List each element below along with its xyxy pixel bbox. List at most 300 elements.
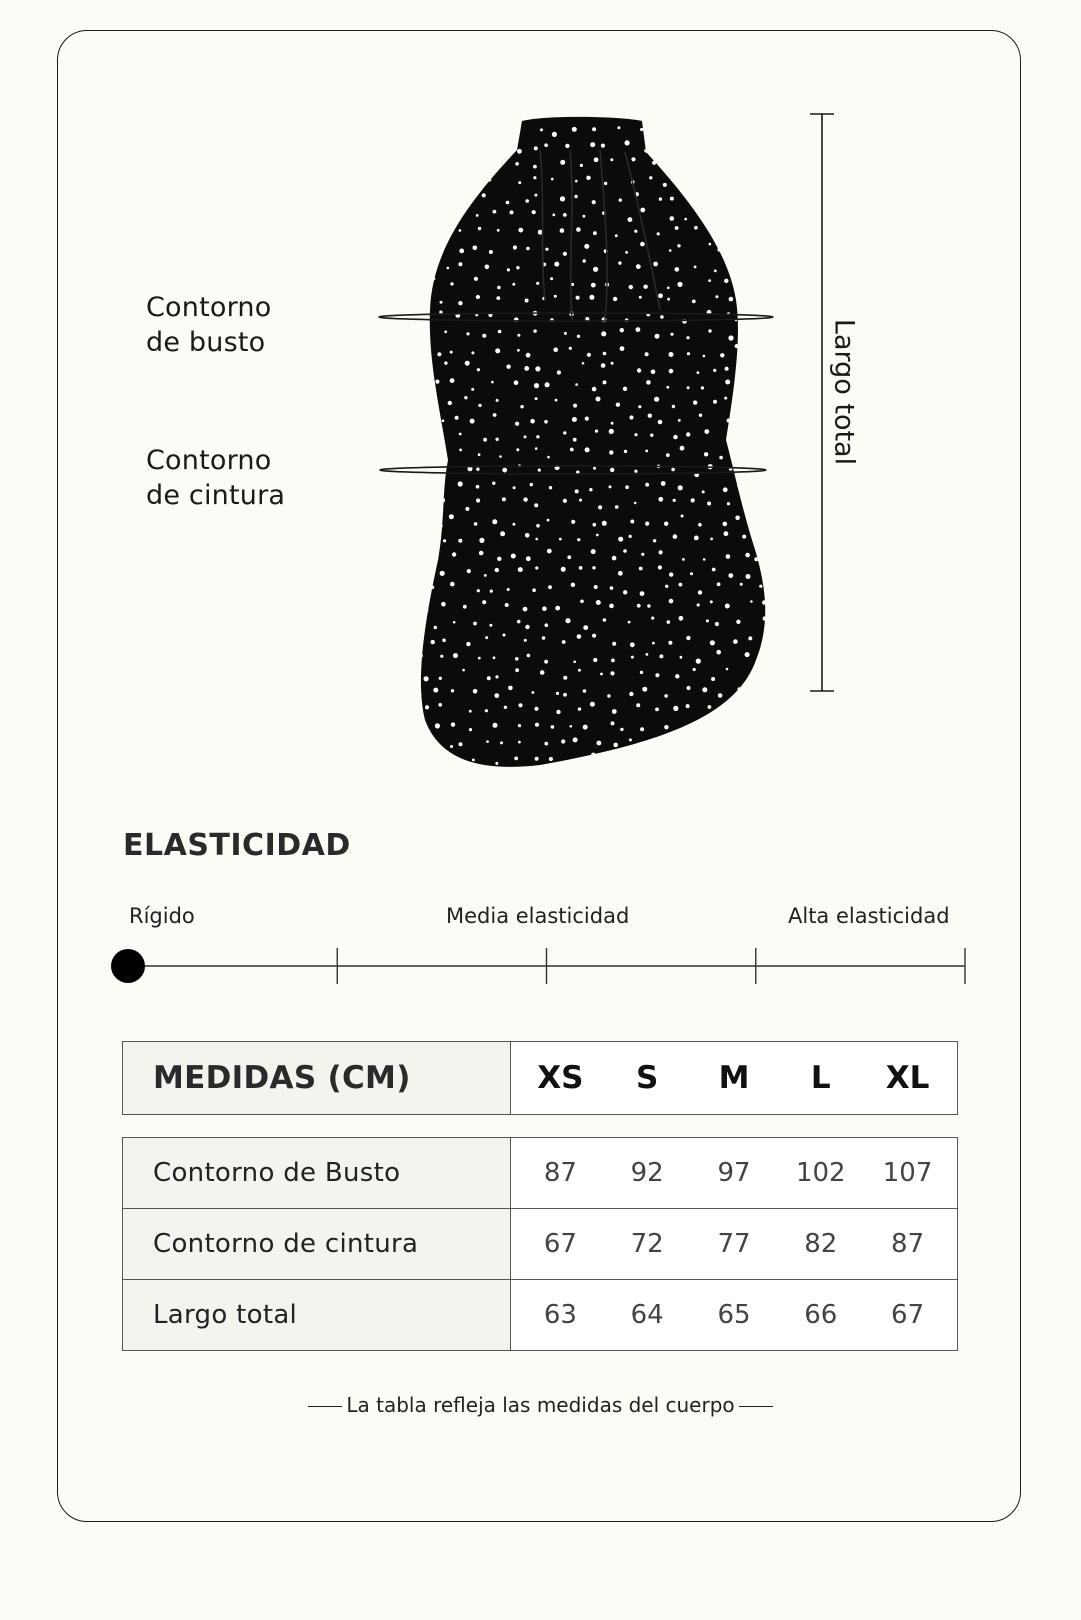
polka-dot: [564, 332, 567, 335]
polka-dot: [511, 554, 516, 559]
polka-dot: [422, 565, 426, 569]
polka-dot: [713, 369, 716, 372]
polka-dot: [422, 250, 427, 255]
polka-dot: [563, 676, 567, 680]
polka-dot: [783, 346, 788, 351]
polka-dot: [677, 163, 681, 167]
polka-dot: [724, 279, 728, 283]
polka-dot: [575, 489, 579, 493]
polka-dot: [525, 199, 529, 203]
polka-dot: [415, 277, 419, 281]
table-row: [123, 1280, 958, 1351]
polka-dot: [678, 485, 683, 490]
polka-dot: [775, 752, 779, 756]
polka-dot: [448, 401, 452, 405]
polka-dot: [615, 505, 619, 509]
polka-dot: [451, 689, 454, 692]
polka-dot: [762, 397, 767, 402]
header-sizes-cell: [511, 1042, 958, 1115]
polka-dot: [478, 453, 481, 456]
footnote-dash-right: [739, 1406, 773, 1407]
polka-dot: [729, 777, 734, 782]
polka-dot: [620, 346, 625, 351]
polka-dot: [733, 639, 738, 644]
polka-dot: [742, 450, 746, 454]
polka-dot: [576, 227, 581, 232]
polka-dot: [687, 352, 690, 355]
polka-dot: [680, 446, 685, 451]
polka-dot: [583, 625, 588, 630]
polka-dot: [425, 129, 428, 132]
table-cell: 64: [630, 1300, 664, 1330]
polka-dot: [652, 642, 655, 645]
polka-dot: [774, 658, 778, 662]
polka-dot: [724, 531, 729, 536]
polka-dot: [729, 297, 734, 302]
polka-dot: [628, 217, 633, 222]
polka-dot: [786, 641, 790, 645]
polka-dot: [550, 277, 553, 280]
polka-dot: [471, 351, 474, 354]
polka-dot: [492, 519, 497, 524]
polka-dot: [781, 601, 785, 605]
polka-dot: [659, 654, 663, 658]
polka-dot: [542, 606, 547, 611]
polka-dot: [542, 772, 545, 775]
polka-dot: [603, 352, 607, 356]
polka-dot: [761, 233, 765, 237]
polka-dot: [666, 386, 669, 389]
polka-dot: [653, 539, 656, 542]
polka-dot: [491, 381, 494, 384]
polka-dot: [660, 315, 664, 319]
polka-dot: [604, 182, 607, 185]
polka-dot: [417, 727, 421, 731]
polka-dot: [560, 160, 565, 165]
footnote: [0, 1393, 1081, 1417]
polka-dot: [495, 762, 498, 765]
polka-dot: [561, 739, 565, 743]
polka-dot: [691, 498, 695, 502]
polka-dot: [655, 673, 659, 677]
polka-dot: [649, 778, 652, 781]
polka-dot: [562, 640, 566, 644]
polka-dot: [717, 248, 721, 252]
polka-dot: [444, 230, 449, 235]
polka-dot: [505, 603, 509, 607]
polka-dot: [593, 658, 597, 662]
polka-dot: [583, 725, 588, 730]
polka-dot: [515, 657, 519, 661]
polka-dot: [574, 195, 577, 198]
polka-dot: [673, 499, 676, 502]
polka-dot: [787, 531, 791, 535]
polka-dot: [664, 522, 668, 526]
polka-dot: [791, 702, 794, 705]
polka-dot: [478, 159, 481, 162]
polka-dot: [573, 661, 576, 664]
polka-dot: [443, 539, 446, 542]
polka-dot: [686, 336, 689, 339]
polka-dot: [425, 396, 428, 399]
table-cell: 77: [717, 1229, 751, 1259]
polka-dot: [720, 353, 724, 357]
polka-dot: [665, 585, 668, 588]
polka-dot: [535, 447, 538, 450]
polka-dot: [703, 558, 706, 561]
polka-dot: [540, 670, 545, 675]
polka-dot: [518, 567, 523, 572]
polka-dot: [715, 128, 718, 131]
polka-dot: [772, 450, 777, 455]
polka-dot: [770, 200, 774, 204]
polka-dot: [515, 162, 519, 166]
polka-dot: [551, 178, 554, 181]
polka-dot: [598, 505, 602, 509]
polka-dot: [657, 232, 660, 235]
polka-dot: [782, 149, 785, 152]
polka-dot: [707, 225, 711, 229]
polka-dot: [781, 551, 784, 554]
polka-dot: [507, 588, 510, 591]
polka-dot: [600, 673, 603, 676]
polka-dot: [516, 448, 519, 451]
polka-dot: [571, 583, 575, 587]
polka-dot: [699, 414, 702, 417]
polka-dot: [784, 686, 788, 690]
polka-dot: [732, 703, 735, 706]
polka-dot: [489, 624, 492, 627]
polka-dot: [682, 558, 685, 561]
polka-dot: [453, 621, 456, 624]
polka-dot: [554, 295, 557, 298]
polka-dot: [420, 364, 423, 367]
polka-dot: [727, 744, 731, 748]
polka-dot: [525, 533, 530, 538]
polka-dot: [638, 405, 641, 408]
polka-dot: [669, 599, 674, 604]
polka-dot: [686, 166, 690, 170]
polka-dot: [663, 183, 667, 187]
polka-dot: [617, 126, 620, 129]
polka-dot: [535, 757, 539, 761]
polka-dot: [459, 160, 464, 165]
polka-dot: [764, 175, 768, 179]
polka-dot: [556, 710, 560, 714]
polka-dot: [622, 758, 626, 762]
polka-dot: [740, 583, 743, 586]
polka-dot: [641, 553, 644, 556]
polka-dot: [563, 431, 566, 434]
polka-dot: [455, 416, 459, 420]
polka-dot: [746, 215, 749, 218]
polka-dot: [751, 745, 754, 748]
polka-dot: [620, 328, 624, 332]
scale-label-medium: Media elasticidad: [446, 904, 630, 928]
polka-dot: [459, 449, 462, 452]
polka-dot: [637, 368, 641, 372]
size-m: M: [718, 1060, 750, 1096]
polka-dot: [764, 417, 768, 421]
polka-dot: [770, 166, 774, 170]
polka-dot: [459, 433, 462, 436]
polka-dot: [435, 489, 439, 493]
polka-dot: [658, 740, 662, 744]
polka-dot: [476, 498, 480, 502]
polka-dot: [496, 399, 499, 402]
polka-dot: [596, 397, 601, 402]
polka-dot: [586, 176, 590, 180]
polka-dot: [596, 600, 601, 605]
polka-dot: [499, 455, 502, 458]
polka-dot: [725, 367, 729, 371]
polka-dot: [631, 656, 634, 659]
polka-dot: [601, 331, 606, 336]
polka-dot: [506, 365, 510, 369]
polka-dot: [411, 584, 416, 589]
polka-dot: [495, 675, 498, 678]
polka-dot: [593, 523, 597, 527]
polka-dot: [686, 726, 689, 729]
polka-dot: [493, 723, 498, 728]
polka-dot: [651, 370, 656, 375]
polka-dot: [435, 144, 440, 149]
polka-dot: [746, 574, 751, 579]
polka-dot: [591, 549, 596, 554]
polka-dot: [476, 485, 480, 489]
polka-dot: [413, 482, 416, 485]
polka-dot: [520, 775, 524, 779]
polka-dot: [742, 331, 746, 335]
polka-dot: [545, 382, 550, 387]
polka-dot: [437, 181, 441, 185]
polka-dot: [653, 262, 658, 267]
polka-dot: [754, 140, 758, 144]
polka-dot: [473, 183, 477, 187]
polka-dot: [715, 295, 718, 298]
polka-dot: [526, 353, 531, 358]
polka-dot: [735, 516, 740, 521]
polka-dot: [434, 626, 437, 629]
polka-dot: [513, 245, 517, 249]
polka-dot: [625, 251, 628, 254]
polka-dot: [698, 590, 702, 594]
polka-dot: [553, 348, 558, 353]
polka-dot: [728, 166, 733, 171]
polka-dot: [495, 348, 500, 353]
polka-dot: [576, 296, 580, 300]
polka-dot: [493, 656, 496, 659]
polka-dot: [694, 266, 697, 269]
polka-dot: [730, 127, 735, 132]
polka-dot: [704, 452, 708, 456]
polka-dot: [524, 366, 529, 371]
polka-dot: [440, 498, 445, 503]
polka-dot: [507, 268, 510, 271]
polka-dot: [590, 142, 595, 147]
polka-dot: [534, 146, 538, 150]
polka-dot: [636, 703, 640, 707]
polka-dot: [791, 163, 796, 168]
polka-dot: [782, 737, 785, 740]
polka-dot: [737, 484, 741, 488]
polka-dot: [437, 352, 441, 356]
polka-dot: [694, 226, 698, 230]
polka-dot: [503, 158, 507, 162]
polka-dot: [428, 534, 432, 538]
polka-dot: [572, 417, 577, 422]
polka-dot: [411, 754, 415, 758]
polka-dot: [451, 722, 455, 726]
polka-dot: [629, 285, 633, 289]
polka-dot: [549, 757, 553, 761]
polka-dot: [763, 351, 766, 354]
polka-dot: [458, 481, 463, 486]
polka-dot: [610, 158, 613, 161]
polka-dot: [580, 164, 583, 167]
polka-dot: [786, 672, 791, 677]
polka-dot: [742, 535, 746, 539]
polka-dot: [476, 214, 479, 217]
polka-dot: [782, 284, 787, 289]
polka-dot: [547, 549, 552, 554]
polka-dot: [435, 380, 439, 384]
polka-dot: [525, 625, 529, 629]
polka-dot: [780, 366, 785, 371]
polka-dot: [710, 640, 715, 645]
polka-dot: [557, 370, 561, 374]
polka-dot: [440, 655, 443, 658]
polka-dot: [615, 234, 618, 237]
polka-dot: [517, 130, 520, 133]
polka-dot: [743, 194, 748, 199]
polka-dot: [535, 723, 539, 727]
polka-dot: [788, 567, 792, 571]
polka-dot: [611, 422, 614, 425]
polka-dot: [748, 636, 752, 640]
polka-dot: [639, 567, 643, 571]
polka-dot: [703, 355, 706, 358]
polka-dot: [666, 453, 670, 457]
polka-dot: [601, 144, 605, 148]
polka-dot: [485, 636, 488, 639]
polka-dot: [673, 435, 677, 439]
polka-dot: [474, 277, 478, 281]
polka-dot: [502, 468, 507, 473]
polka-dot: [527, 654, 531, 658]
polka-dot: [422, 387, 425, 390]
polka-dot: [450, 351, 453, 354]
polka-dot: [441, 602, 446, 607]
polka-dot: [497, 286, 501, 290]
polka-dot: [472, 759, 475, 762]
polka-dot: [563, 252, 567, 256]
polka-dot: [667, 298, 670, 301]
table-cell: 67: [543, 1229, 577, 1259]
polka-dot: [450, 282, 453, 285]
polka-dot: [585, 447, 590, 452]
polka-dot: [593, 267, 598, 272]
polka-dot: [697, 371, 700, 374]
polka-dot: [625, 485, 629, 489]
polka-dot: [637, 604, 641, 608]
polka-dot: [678, 419, 681, 422]
polka-dot: [762, 216, 765, 219]
polka-dot: [765, 362, 769, 366]
elasticity-scale: [0, 930, 1081, 990]
polka-dot: [634, 502, 637, 505]
polka-dot: [757, 386, 761, 390]
polka-dot: [760, 482, 764, 486]
polka-dot: [640, 727, 644, 731]
polka-dot: [583, 215, 586, 218]
polka-dot: [601, 363, 606, 368]
polka-dot: [659, 197, 662, 200]
polka-dot: [762, 650, 766, 654]
table-cell: 65: [717, 1300, 751, 1330]
polka-dot: [702, 490, 705, 493]
polka-dot: [495, 438, 498, 441]
polka-dot: [747, 162, 751, 166]
polka-dot: [484, 574, 487, 577]
scale-label-high: Alta elasticidad: [788, 904, 950, 928]
polka-dot: [592, 634, 596, 638]
polka-dot: [782, 262, 786, 266]
polka-dot: [572, 127, 577, 132]
polka-dot: [693, 400, 697, 404]
polka-dot: [728, 573, 733, 578]
polka-dot: [686, 704, 690, 708]
size-xl: XL: [885, 1060, 930, 1096]
polka-dot: [675, 674, 679, 678]
polka-dot: [486, 740, 489, 743]
polka-dot: [534, 707, 538, 711]
polka-dot: [775, 179, 778, 182]
polka-dot: [636, 327, 641, 332]
polka-dot: [659, 550, 663, 554]
polka-dot: [422, 143, 426, 147]
polka-dot: [678, 176, 682, 180]
polka-dot: [710, 166, 714, 170]
polka-dot: [552, 132, 557, 137]
polka-dot: [423, 550, 427, 554]
polka-dot: [655, 708, 659, 712]
polka-dot: [464, 396, 467, 399]
table-cell: 87: [543, 1158, 577, 1188]
polka-dot: [678, 773, 682, 777]
polka-dot: [481, 126, 486, 131]
polka-dot: [706, 619, 709, 622]
polka-dot: [710, 538, 713, 541]
polka-dot: [688, 143, 691, 146]
polka-dot: [629, 692, 633, 696]
polka-dot: [422, 453, 427, 458]
polka-dot: [524, 639, 527, 642]
polka-dot: [612, 642, 616, 646]
polka-dot: [672, 405, 675, 408]
polka-dot: [698, 147, 702, 151]
polka-dot: [453, 653, 458, 658]
polka-dot: [482, 193, 486, 197]
polka-dot: [459, 742, 463, 746]
polka-dot: [631, 157, 635, 161]
polka-dot: [575, 180, 578, 183]
polka-dot: [453, 217, 458, 222]
polka-dot: [433, 245, 437, 249]
polka-dot: [473, 622, 477, 626]
polka-dot: [595, 430, 598, 433]
table-cell: 67: [891, 1300, 925, 1330]
